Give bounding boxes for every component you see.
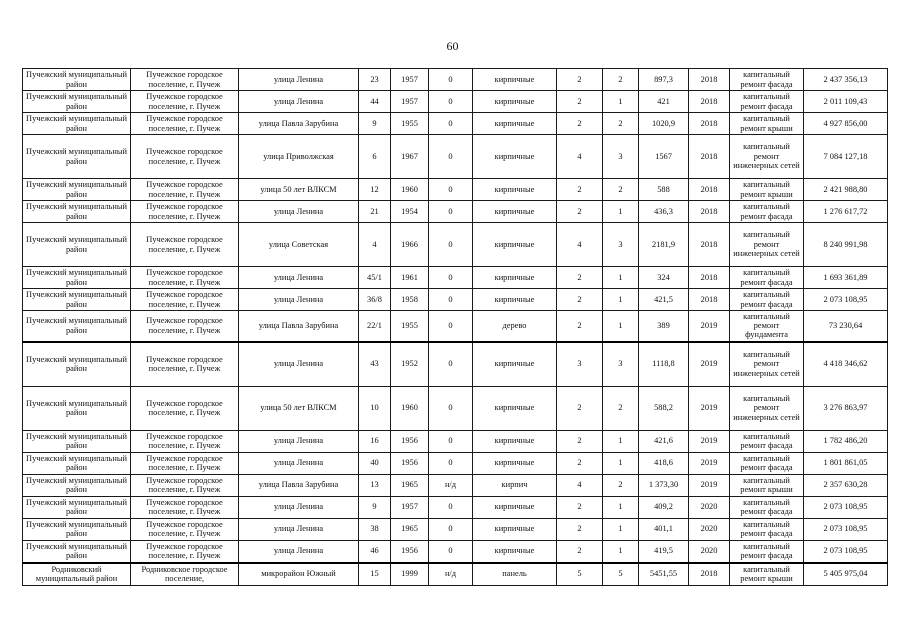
build-year-cell: 1957 — [391, 496, 429, 518]
area-cell: 2181,9 — [639, 223, 689, 267]
work-type-cell: капитальный ремонт инженерных сетей — [730, 386, 804, 430]
work-type-cell: капитальный ремонт крыши — [730, 563, 804, 586]
work-type-cell: капитальный ремонт инженерных сетей — [730, 342, 804, 387]
house-number-cell: 45/1 — [359, 267, 391, 289]
district-cell: Пучежский муниципальный район — [23, 496, 131, 518]
build-year-cell: 1965 — [391, 518, 429, 540]
area-cell: 401,1 — [639, 518, 689, 540]
wall-material-cell: панель — [473, 563, 557, 586]
area-cell: 324 — [639, 267, 689, 289]
street-cell: улица Ленина — [239, 289, 359, 311]
d-cell: н/д — [429, 563, 473, 586]
plan-year-cell: 2018 — [689, 179, 730, 201]
work-type-cell: капитальный ремонт фасада — [730, 540, 804, 563]
district-cell: Пучежский муниципальный район — [23, 540, 131, 563]
settlement-cell: Пучежское городское поселение, г. Пучеж — [131, 452, 239, 474]
work-type-cell: капитальный ремонт крыши — [730, 113, 804, 135]
table-row — [23, 311, 888, 342]
area-cell: 1020,9 — [639, 113, 689, 135]
floors-cell: 2 — [557, 91, 603, 113]
floors-cell: 3 — [557, 342, 603, 387]
district-cell: Родниковский муниципальный район — [23, 563, 131, 586]
entrances-cell: 2 — [603, 113, 639, 135]
entrances-cell: 1 — [603, 201, 639, 223]
wall-material-cell: кирпичные — [473, 91, 557, 113]
entrances-cell: 2 — [603, 179, 639, 201]
work-type-cell: капитальный ремонт крыши — [730, 179, 804, 201]
house-number-cell: 10 — [359, 386, 391, 430]
floors-cell: 2 — [557, 311, 603, 342]
table-row — [23, 496, 888, 518]
settlement-cell: Пучежское городское поселение, г. Пучеж — [131, 540, 239, 563]
plan-year-cell: 2020 — [689, 540, 730, 563]
floors-cell: 4 — [557, 223, 603, 267]
cost-cell: 4 927 856,00 — [804, 113, 888, 135]
district-cell: Пучежский муниципальный район — [23, 452, 131, 474]
build-year-cell: 1956 — [391, 430, 429, 452]
d-cell: 0 — [429, 91, 473, 113]
work-type-cell: капитальный ремонт фасада — [730, 201, 804, 223]
settlement-cell: Пучежское городское поселение, г. Пучеж — [131, 267, 239, 289]
build-year-cell: 1957 — [391, 69, 429, 91]
floors-cell: 2 — [557, 113, 603, 135]
work-type-cell: капитальный ремонт фасада — [730, 289, 804, 311]
table-row — [23, 179, 888, 201]
floors-cell: 2 — [557, 518, 603, 540]
area-cell: 409,2 — [639, 496, 689, 518]
work-type-cell: капитальный ремонт фасада — [730, 91, 804, 113]
settlement-cell: Пучежское городское поселение, г. Пучеж — [131, 342, 239, 387]
plan-year-cell: 2018 — [689, 563, 730, 586]
district-cell: Пучежский муниципальный район — [23, 69, 131, 91]
area-cell: 389 — [639, 311, 689, 342]
cost-cell: 1 276 617,72 — [804, 201, 888, 223]
table-row — [23, 518, 888, 540]
street-cell: микрорайон Южный — [239, 563, 359, 586]
cost-cell: 2 421 988,80 — [804, 179, 888, 201]
district-cell: Пучежский муниципальный район — [23, 311, 131, 342]
d-cell: 0 — [429, 223, 473, 267]
street-cell: улица 50 лет ВЛКСМ — [239, 179, 359, 201]
settlement-cell: Пучежское городское поселение, г. Пучеж — [131, 311, 239, 342]
house-number-cell: 38 — [359, 518, 391, 540]
table-row — [23, 135, 888, 179]
build-year-cell: 1955 — [391, 311, 429, 342]
street-cell: улица 50 лет ВЛКСМ — [239, 386, 359, 430]
build-year-cell: 1955 — [391, 113, 429, 135]
plan-year-cell: 2019 — [689, 474, 730, 496]
district-cell: Пучежский муниципальный район — [23, 201, 131, 223]
d-cell: 0 — [429, 179, 473, 201]
table-row — [23, 474, 888, 496]
settlement-cell: Пучежское городское поселение, г. Пучеж — [131, 113, 239, 135]
wall-material-cell: кирпичные — [473, 69, 557, 91]
settlement-cell: Пучежское городское поселение, г. Пучеж — [131, 223, 239, 267]
cost-cell: 1 782 486,20 — [804, 430, 888, 452]
wall-material-cell: кирпичные — [473, 342, 557, 387]
street-cell: улица Ленина — [239, 91, 359, 113]
plan-year-cell: 2020 — [689, 496, 730, 518]
house-number-cell: 9 — [359, 113, 391, 135]
build-year-cell: 1956 — [391, 452, 429, 474]
area-cell: 436,3 — [639, 201, 689, 223]
district-cell: Пучежский муниципальный район — [23, 113, 131, 135]
wall-material-cell: дерево — [473, 311, 557, 342]
entrances-cell: 3 — [603, 135, 639, 179]
settlement-cell: Пучежское городское поселение, г. Пучеж — [131, 430, 239, 452]
wall-material-cell: кирпичные — [473, 179, 557, 201]
house-number-cell: 16 — [359, 430, 391, 452]
d-cell: 0 — [429, 135, 473, 179]
work-type-cell: капитальный ремонт фасада — [730, 267, 804, 289]
district-cell: Пучежский муниципальный район — [23, 342, 131, 387]
house-number-cell: 46 — [359, 540, 391, 563]
d-cell: 0 — [429, 289, 473, 311]
area-cell: 897,3 — [639, 69, 689, 91]
house-number-cell: 9 — [359, 496, 391, 518]
entrances-cell: 1 — [603, 91, 639, 113]
housing-repair-table — [22, 68, 888, 586]
d-cell: 0 — [429, 201, 473, 223]
street-cell: улица Павла Зарубина — [239, 311, 359, 342]
build-year-cell: 1954 — [391, 201, 429, 223]
entrances-cell: 1 — [603, 289, 639, 311]
d-cell: 0 — [429, 430, 473, 452]
settlement-cell: Пучежское городское поселение, г. Пучеж — [131, 386, 239, 430]
district-cell: Пучежский муниципальный район — [23, 289, 131, 311]
cost-cell: 4 418 346,62 — [804, 342, 888, 387]
floors-cell: 5 — [557, 563, 603, 586]
district-cell: Пучежский муниципальный район — [23, 267, 131, 289]
plan-year-cell: 2019 — [689, 386, 730, 430]
table-row — [23, 452, 888, 474]
house-number-cell: 44 — [359, 91, 391, 113]
cost-cell: 2 073 108,95 — [804, 496, 888, 518]
settlement-cell: Пучежское городское поселение, г. Пучеж — [131, 179, 239, 201]
table-row — [23, 69, 888, 91]
wall-material-cell: кирпичные — [473, 518, 557, 540]
build-year-cell: 1960 — [391, 386, 429, 430]
house-number-cell: 36/8 — [359, 289, 391, 311]
build-year-cell: 1966 — [391, 223, 429, 267]
area-cell: 588,2 — [639, 386, 689, 430]
cost-cell: 2 357 630,28 — [804, 474, 888, 496]
plan-year-cell: 2018 — [689, 91, 730, 113]
entrances-cell: 3 — [603, 342, 639, 387]
street-cell: улица Ленина — [239, 452, 359, 474]
plan-year-cell: 2018 — [689, 69, 730, 91]
settlement-cell: Пучежское городское поселение, г. Пучеж — [131, 69, 239, 91]
d-cell: 0 — [429, 311, 473, 342]
d-cell: 0 — [429, 386, 473, 430]
wall-material-cell: кирпичные — [473, 223, 557, 267]
floors-cell: 2 — [557, 267, 603, 289]
area-cell: 419,5 — [639, 540, 689, 563]
entrances-cell: 1 — [603, 267, 639, 289]
street-cell: улица Советская — [239, 223, 359, 267]
plan-year-cell: 2019 — [689, 430, 730, 452]
floors-cell: 2 — [557, 496, 603, 518]
d-cell: н/д — [429, 474, 473, 496]
district-cell: Пучежский муниципальный район — [23, 430, 131, 452]
district-cell: Пучежский муниципальный район — [23, 474, 131, 496]
area-cell: 1 373,30 — [639, 474, 689, 496]
wall-material-cell: кирпичные — [473, 135, 557, 179]
entrances-cell: 1 — [603, 452, 639, 474]
plan-year-cell: 2019 — [689, 311, 730, 342]
floors-cell: 2 — [557, 289, 603, 311]
entrances-cell: 1 — [603, 430, 639, 452]
plan-year-cell: 2019 — [689, 342, 730, 387]
d-cell: 0 — [429, 267, 473, 289]
cost-cell: 2 437 356,13 — [804, 69, 888, 91]
d-cell: 0 — [429, 540, 473, 563]
floors-cell: 2 — [557, 452, 603, 474]
table-row — [23, 430, 888, 452]
district-cell: Пучежский муниципальный район — [23, 179, 131, 201]
d-cell: 0 — [429, 496, 473, 518]
street-cell: улица Павла Зарубина — [239, 474, 359, 496]
settlement-cell: Пучежское городское поселение, г. Пучеж — [131, 135, 239, 179]
street-cell: улица Ленина — [239, 540, 359, 563]
district-cell: Пучежский муниципальный район — [23, 135, 131, 179]
area-cell: 5451,55 — [639, 563, 689, 586]
house-number-cell: 43 — [359, 342, 391, 387]
area-cell: 588 — [639, 179, 689, 201]
wall-material-cell: кирпичные — [473, 289, 557, 311]
floors-cell: 2 — [557, 69, 603, 91]
plan-year-cell: 2018 — [689, 201, 730, 223]
settlement-cell: Пучежское городское поселение, г. Пучеж — [131, 201, 239, 223]
work-type-cell: капитальный ремонт фасада — [730, 518, 804, 540]
table-row — [23, 563, 888, 586]
plan-year-cell: 2018 — [689, 289, 730, 311]
work-type-cell: капитальный ремонт инженерных сетей — [730, 135, 804, 179]
street-cell: улица Приволжская — [239, 135, 359, 179]
plan-year-cell: 2020 — [689, 518, 730, 540]
plan-year-cell: 2018 — [689, 223, 730, 267]
street-cell: улица Павла Зарубина — [239, 113, 359, 135]
table-row — [23, 540, 888, 563]
street-cell: улица Ленина — [239, 69, 359, 91]
wall-material-cell: кирпичные — [473, 386, 557, 430]
entrances-cell: 5 — [603, 563, 639, 586]
plan-year-cell: 2018 — [689, 113, 730, 135]
entrances-cell: 3 — [603, 223, 639, 267]
area-cell: 1567 — [639, 135, 689, 179]
table-row — [23, 267, 888, 289]
table-row — [23, 289, 888, 311]
entrances-cell: 2 — [603, 69, 639, 91]
cost-cell: 73 230,64 — [804, 311, 888, 342]
build-year-cell: 1961 — [391, 267, 429, 289]
build-year-cell: 1967 — [391, 135, 429, 179]
plan-year-cell: 2018 — [689, 135, 730, 179]
d-cell: 0 — [429, 69, 473, 91]
wall-material-cell: кирпичные — [473, 113, 557, 135]
work-type-cell: капитальный ремонт фундамента — [730, 311, 804, 342]
floors-cell: 4 — [557, 474, 603, 496]
plan-year-cell: 2019 — [689, 452, 730, 474]
house-number-cell: 23 — [359, 69, 391, 91]
cost-cell: 1 801 861,05 — [804, 452, 888, 474]
wall-material-cell: кирпичные — [473, 201, 557, 223]
entrances-cell: 1 — [603, 540, 639, 563]
house-number-cell: 22/1 — [359, 311, 391, 342]
cost-cell: 7 084 127,18 — [804, 135, 888, 179]
street-cell: улица Ленина — [239, 342, 359, 387]
house-number-cell: 15 — [359, 563, 391, 586]
settlement-cell: Пучежское городское поселение, г. Пучеж — [131, 474, 239, 496]
floors-cell: 2 — [557, 540, 603, 563]
settlement-cell: Родниковское городское поселение, — [131, 563, 239, 586]
settlement-cell: Пучежское городское поселение, г. Пучеж — [131, 496, 239, 518]
house-number-cell: 12 — [359, 179, 391, 201]
entrances-cell: 2 — [603, 474, 639, 496]
wall-material-cell: кирпичные — [473, 452, 557, 474]
plan-year-cell: 2018 — [689, 267, 730, 289]
district-cell: Пучежский муниципальный район — [23, 518, 131, 540]
area-cell: 421 — [639, 91, 689, 113]
cost-cell: 3 276 863,97 — [804, 386, 888, 430]
work-type-cell: капитальный ремонт фасада — [730, 69, 804, 91]
table-row — [23, 342, 888, 387]
table-row — [23, 91, 888, 113]
table-row — [23, 201, 888, 223]
table-row — [23, 113, 888, 135]
cost-cell: 5 405 975,04 — [804, 563, 888, 586]
entrances-cell: 2 — [603, 386, 639, 430]
street-cell: улица Ленина — [239, 201, 359, 223]
entrances-cell: 1 — [603, 311, 639, 342]
d-cell: 0 — [429, 113, 473, 135]
district-cell: Пучежский муниципальный район — [23, 386, 131, 430]
cost-cell: 1 693 361,89 — [804, 267, 888, 289]
floors-cell: 2 — [557, 386, 603, 430]
build-year-cell: 1958 — [391, 289, 429, 311]
house-number-cell: 40 — [359, 452, 391, 474]
table-row — [23, 386, 888, 430]
build-year-cell: 1999 — [391, 563, 429, 586]
entrances-cell: 1 — [603, 518, 639, 540]
floors-cell: 2 — [557, 179, 603, 201]
cost-cell: 2 073 108,95 — [804, 518, 888, 540]
cost-cell: 8 240 991,98 — [804, 223, 888, 267]
cost-cell: 2 011 109,43 — [804, 91, 888, 113]
house-number-cell: 21 — [359, 201, 391, 223]
settlement-cell: Пучежское городское поселение, г. Пучеж — [131, 518, 239, 540]
page-number: 60 — [446, 39, 459, 53]
wall-material-cell: кирпич — [473, 474, 557, 496]
wall-material-cell: кирпичные — [473, 430, 557, 452]
district-cell: Пучежский муниципальный район — [23, 223, 131, 267]
cost-cell: 2 073 108,95 — [804, 540, 888, 563]
settlement-cell: Пучежское городское поселение, г. Пучеж — [131, 91, 239, 113]
build-year-cell: 1956 — [391, 540, 429, 563]
floors-cell: 2 — [557, 430, 603, 452]
district-cell: Пучежский муниципальный район — [23, 91, 131, 113]
street-cell: улица Ленина — [239, 430, 359, 452]
build-year-cell: 1960 — [391, 179, 429, 201]
wall-material-cell: кирпичные — [473, 496, 557, 518]
street-cell: улица Ленина — [239, 518, 359, 540]
table-row — [23, 223, 888, 267]
floors-cell: 2 — [557, 201, 603, 223]
d-cell: 0 — [429, 342, 473, 387]
work-type-cell: капитальный ремонт инженерных сетей — [730, 223, 804, 267]
area-cell: 421,6 — [639, 430, 689, 452]
build-year-cell: 1957 — [391, 91, 429, 113]
area-cell: 1118,8 — [639, 342, 689, 387]
street-cell: улица Ленина — [239, 496, 359, 518]
entrances-cell: 1 — [603, 496, 639, 518]
cost-cell: 2 073 108,95 — [804, 289, 888, 311]
area-cell: 418,6 — [639, 452, 689, 474]
settlement-cell: Пучежское городское поселение, г. Пучеж — [131, 289, 239, 311]
build-year-cell: 1965 — [391, 474, 429, 496]
area-cell: 421,5 — [639, 289, 689, 311]
work-type-cell: капитальный ремонт фасада — [730, 496, 804, 518]
work-type-cell: капитальный ремонт крыши — [730, 474, 804, 496]
d-cell: 0 — [429, 452, 473, 474]
street-cell: улица Ленина — [239, 267, 359, 289]
work-type-cell: капитальный ремонт фасада — [730, 452, 804, 474]
work-type-cell: капитальный ремонт фасада — [730, 430, 804, 452]
wall-material-cell: кирпичные — [473, 267, 557, 289]
house-number-cell: 13 — [359, 474, 391, 496]
floors-cell: 4 — [557, 135, 603, 179]
build-year-cell: 1952 — [391, 342, 429, 387]
d-cell: 0 — [429, 518, 473, 540]
house-number-cell: 6 — [359, 135, 391, 179]
house-number-cell: 4 — [359, 223, 391, 267]
wall-material-cell: кирпичные — [473, 540, 557, 563]
